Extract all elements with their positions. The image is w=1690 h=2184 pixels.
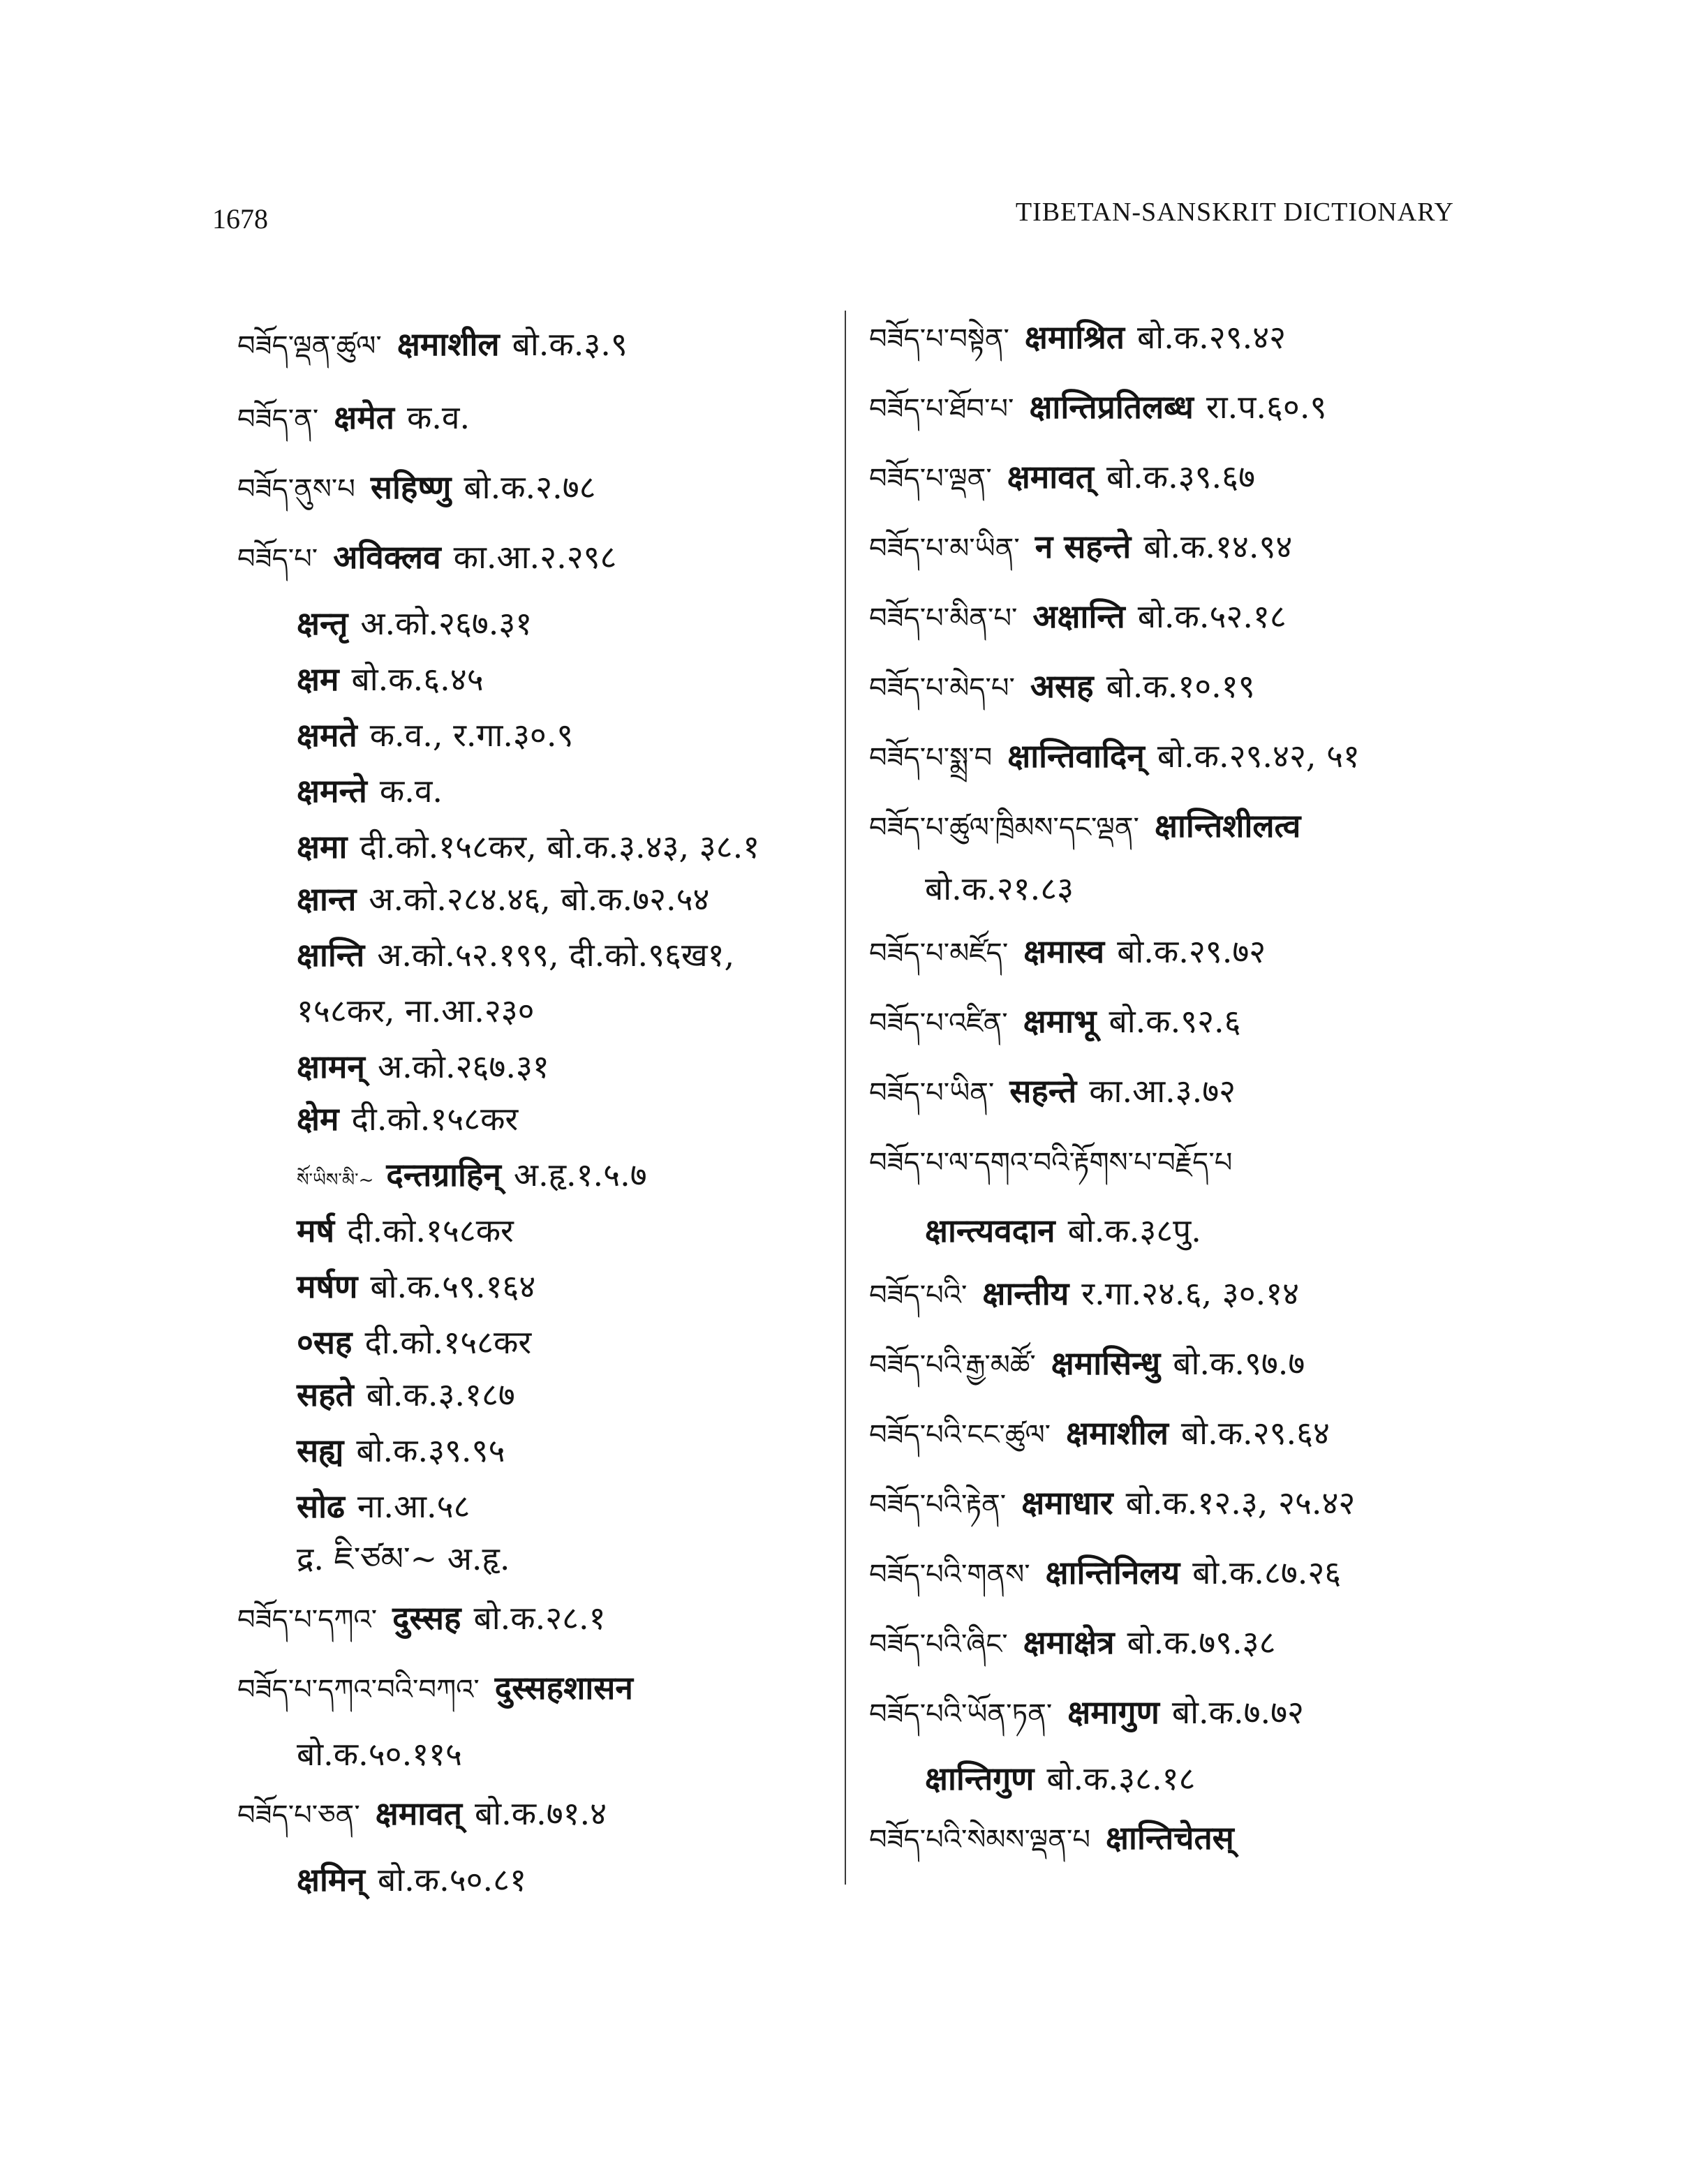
sanskrit-term: सह्य xyxy=(297,1432,344,1469)
sanskrit-term: असह xyxy=(1030,667,1094,705)
sanskrit-term: क्षान्तिशीलत्व xyxy=(1154,807,1301,845)
tibetan-headword: བཟོད་པ་ཡིན་ xyxy=(869,1077,995,1109)
reference: बो.क.२९.६४ xyxy=(1180,1414,1330,1452)
sanskrit-term: मर्ष xyxy=(297,1212,335,1249)
sanskrit-term: क्षमासिन्धु xyxy=(1051,1344,1161,1382)
sanskrit-term: दुस्सहशासन xyxy=(494,1669,633,1707)
tibetan-headword: བཟོད་པའི་ xyxy=(869,1279,968,1312)
entry xyxy=(869,388,1327,426)
reference: बो.क.७१.४ xyxy=(474,1795,607,1832)
sanskrit-term: क्षेम xyxy=(297,1100,339,1138)
sanskrit-term: क्षमेत xyxy=(334,399,394,436)
reference: बो.क.१४.९४ xyxy=(1143,528,1293,565)
tibetan-headword: བཟོད་ལྡན་ཚུལ་ xyxy=(237,330,382,362)
tibetan-headword: བཟོད་པའི་རྟེན་ xyxy=(869,1489,1007,1521)
reference: रा.प.६०.९ xyxy=(1206,388,1327,426)
tibetan-headword: བཟོད་པ་ཅན་ xyxy=(237,1799,360,1832)
entry xyxy=(237,468,596,506)
entry xyxy=(237,399,470,436)
entry xyxy=(297,1861,526,1899)
entry xyxy=(869,1554,1342,1591)
sanskrit-term: क्षमाशील xyxy=(1066,1414,1169,1452)
tibetan-headword: བཟོད་པ་མིན་པ་ xyxy=(869,602,1018,634)
tibetan-headword: བཟོད་པ་ཚུལ་ཁྲིམས་དང་ལྡན་ xyxy=(869,812,1139,844)
cross-reference xyxy=(297,1540,510,1577)
reference: बो.क.३.९ xyxy=(512,325,628,363)
tibetan-headword: བཟོད་པའི་གནས་ xyxy=(869,1559,1030,1591)
entry xyxy=(869,1072,1236,1110)
entry xyxy=(869,1414,1330,1452)
reference: दी.को.१५८कर, बो.क.३.४३, ३८.१ xyxy=(360,828,760,866)
column-divider xyxy=(845,311,846,1885)
tibetan-headword: བཟོད་པ་ xyxy=(237,543,318,575)
reference: बो.क.६.४५ xyxy=(351,660,484,698)
reference: दी.को.१५८कर xyxy=(347,1212,514,1249)
sanskrit-term: क्षम xyxy=(297,660,339,698)
tibetan-headword: བཟོད་པ་བསྟེན་ xyxy=(869,323,1009,355)
entry xyxy=(869,1693,1304,1731)
tibetan-phrase: སོ་ཡིས་མི་~ xyxy=(297,1170,374,1191)
sanskrit-term: क्षमाक्षेत्र xyxy=(1023,1624,1115,1661)
reference: बो.क.१२.३, २५.४२ xyxy=(1125,1484,1356,1522)
sanskrit-term: सहते xyxy=(297,1376,354,1413)
reference: बो.क.३९.९५ xyxy=(356,1432,505,1469)
entry xyxy=(237,1795,607,1832)
sanskrit-term: क्षान्तिप्रतिलब्ध xyxy=(1029,388,1194,426)
reference: बो.क.९७.७ xyxy=(1173,1344,1305,1382)
sanskrit-term: क्षमन्ते xyxy=(297,772,367,810)
reference: बो.क.२.७८ xyxy=(464,468,596,506)
reference: बो.क.३८.१८ xyxy=(1046,1760,1196,1797)
reference: बो.क.२९.७२ xyxy=(1117,933,1266,970)
reference: क.व. xyxy=(406,399,470,436)
entry xyxy=(297,660,484,698)
sanskrit-term: क्षमा xyxy=(297,828,348,866)
sanskrit-term: क्षान्तीय xyxy=(982,1275,1069,1312)
entry xyxy=(297,772,443,810)
entry xyxy=(237,1669,646,1707)
entry xyxy=(869,737,1360,775)
reference: बो.क.२१.८३ xyxy=(925,870,1074,907)
tibetan-headword: བཟོད་ནུས་པ xyxy=(237,473,355,505)
reference: र.गा.२४.६, ३०.१४ xyxy=(1081,1275,1300,1312)
reference: का.आ.२.२९८ xyxy=(453,538,617,576)
sanskrit-term: क्षामन् xyxy=(297,1048,365,1085)
entry xyxy=(297,936,735,974)
reference: बो.क.७.७२ xyxy=(1171,1693,1304,1731)
running-head: TIBETAN-SANSKRIT DICTIONARY xyxy=(1015,198,1454,227)
tibetan-headword: བཟོད་པ་ལ་དགའ་བའི་རྟོགས་པ་བརྗོད་པ xyxy=(869,1147,1233,1179)
reference: अ.को.२८४.४६, बो.क.७२.५४ xyxy=(369,880,710,918)
reference: अ.को.५२.१९९, दी.को.९६ख१, xyxy=(377,936,735,974)
reference: बो.क.३८पु. xyxy=(1067,1212,1201,1249)
sanskrit-term: सहन्ते xyxy=(1009,1072,1077,1110)
entry-continuation xyxy=(297,992,535,1030)
sanskrit-term: क्षमाधार xyxy=(1021,1484,1113,1522)
entry-continuation xyxy=(925,1214,1201,1247)
tibetan-headword: བཟོད་པ་དཀའ་ xyxy=(237,1604,378,1636)
reference: दी.को.१५८कर xyxy=(364,1323,532,1361)
entry xyxy=(869,933,1266,970)
sanskrit-term: क्षान्तिवादिन् xyxy=(1007,737,1145,775)
entry xyxy=(297,1214,514,1247)
entry xyxy=(297,1268,536,1305)
entry xyxy=(869,1002,1241,1040)
reference: अ.को.२६७.३१ xyxy=(377,1048,549,1085)
sanskrit-term: ०सह xyxy=(297,1323,353,1361)
reference: बो.क.२९.४२, ५१ xyxy=(1157,737,1360,775)
entry xyxy=(869,1624,1276,1661)
reference: क.व. xyxy=(379,772,443,810)
entry xyxy=(297,1432,505,1469)
reference: द्र. ཇི་ཙམ་~ अ.हृ. xyxy=(297,1540,510,1577)
entry-continuation xyxy=(925,872,1074,905)
reference: क.व., र.गा.३०.९ xyxy=(369,716,574,754)
sanskrit-term: अक्षान्ति xyxy=(1032,597,1125,635)
tibetan-headword: བཟོད་པའི་སེམས་ལྡན་པ xyxy=(869,1824,1091,1856)
reference: बो.क.३९.६७ xyxy=(1106,458,1255,496)
entry xyxy=(925,1762,1195,1795)
tibetan-headword: བཟོད་པའི་ངང་ཚུལ་ xyxy=(869,1419,1051,1451)
entry xyxy=(237,325,628,363)
entry xyxy=(869,1275,1300,1312)
tibetan-headword: བཟོད་ན་ xyxy=(237,403,319,436)
sanskrit-term: क्षान्ति xyxy=(297,936,365,974)
entry xyxy=(297,604,533,642)
reference: बो.क.५०.११५ xyxy=(297,1735,462,1773)
sanskrit-term: क्षमिन् xyxy=(297,1861,365,1899)
sanskrit-term: क्षान्तिचेतस् xyxy=(1106,1819,1234,1857)
sanskrit-term: क्षान्त्यवदान xyxy=(925,1212,1055,1249)
tibetan-headword: བཟོད་པའི་ཞིང་ xyxy=(869,1628,1008,1661)
reference: बो.क.२९.४२ xyxy=(1137,318,1287,356)
reference: १५८कर, ना.आ.२३० xyxy=(297,992,535,1030)
sanskrit-term: मर्षण xyxy=(297,1268,358,1305)
entry xyxy=(869,318,1287,356)
sanskrit-term: दुस्सह xyxy=(392,1599,461,1637)
entry xyxy=(297,716,574,754)
reference: बो.क.५२.१८ xyxy=(1137,597,1287,635)
sanskrit-term: क्षमागुण xyxy=(1067,1693,1159,1731)
sanskrit-term: दन्तग्राहिन् xyxy=(386,1156,501,1194)
entry xyxy=(869,458,1255,496)
reference: बो.क.५०.८१ xyxy=(377,1861,526,1899)
sanskrit-term: सहिष्णु xyxy=(370,468,452,506)
sanskrit-term: क्षमावत् xyxy=(375,1795,462,1832)
sanskrit-term: क्षमाश्रित xyxy=(1024,318,1125,356)
entry xyxy=(297,1050,549,1083)
entry xyxy=(237,1599,606,1637)
page-number: 1678 xyxy=(212,203,268,235)
sanskrit-term: सोढ xyxy=(297,1487,345,1525)
entry xyxy=(869,807,1313,845)
sanskrit-term: क्षान्तिगुण xyxy=(925,1760,1035,1797)
tibetan-headword: བཟོད་པའི་ཡོན་ཏན་ xyxy=(869,1698,1053,1730)
sanskrit-term: क्षमते xyxy=(297,716,357,754)
tibetan-headword: བཟོད་པ་ལྡན་ xyxy=(869,463,992,495)
reference: दी.को.१५८कर xyxy=(351,1100,519,1138)
entry xyxy=(869,1344,1305,1382)
tibetan-headword: བཟོད་པ་སྨྲ་བ xyxy=(869,742,993,774)
entry xyxy=(869,530,1292,563)
entry xyxy=(297,1487,470,1525)
entry xyxy=(297,1323,532,1361)
entry-continuation xyxy=(297,1735,462,1773)
tibetan-headword: བཟོད་པ་འཛིན་ xyxy=(869,1007,1008,1039)
sanskrit-term: क्षमास्व xyxy=(1023,933,1105,970)
entry xyxy=(297,828,760,866)
entry xyxy=(297,1156,647,1194)
entry xyxy=(237,538,617,576)
reference: बो.क.२८.१ xyxy=(473,1599,606,1637)
reference: अ.को.२६७.३१ xyxy=(360,604,533,642)
sanskrit-term: क्षान्त xyxy=(297,880,357,918)
reference: का.आ.३.७२ xyxy=(1089,1072,1236,1110)
entry xyxy=(869,1484,1356,1522)
reference: बो.क.१०.१९ xyxy=(1106,667,1255,705)
tibetan-headword: བཟོད་པ་མེད་པ་ xyxy=(869,672,1015,704)
reference: बो.क.५९.१६४ xyxy=(370,1268,536,1305)
entry xyxy=(869,1145,1247,1177)
entry xyxy=(869,667,1255,705)
sanskrit-term: क्षमाशील xyxy=(396,325,500,363)
tibetan-headword: བཟོད་པ་ཐོབ་པ་ xyxy=(869,393,1014,425)
reference: बो.क.८७.२६ xyxy=(1192,1554,1342,1591)
reference: बो.क.७९.३८ xyxy=(1127,1624,1276,1661)
tibetan-headword: བཟོད་པ་དཀའ་བའི་བཀའ་ xyxy=(237,1674,480,1706)
tibetan-headword: བཟོད་པ་མ་ཡིན་ xyxy=(869,533,1020,565)
sanskrit-term: न सहन्ते xyxy=(1035,528,1132,565)
reference: बो.क.३.१८७ xyxy=(366,1376,515,1413)
entry xyxy=(869,1819,1247,1857)
reference: ना.आ.५८ xyxy=(357,1487,470,1525)
reference: अ.हृ.१.५.७ xyxy=(513,1156,647,1194)
entry xyxy=(297,880,710,918)
tibetan-headword: བཟོད་པ་མཛོད་ xyxy=(869,937,1009,970)
sanskrit-term: क्षन्तृ xyxy=(297,604,348,642)
entry xyxy=(869,597,1287,635)
entry xyxy=(297,1100,519,1138)
sanskrit-term: क्षमावत् xyxy=(1007,458,1094,496)
sanskrit-term: क्षमाभू xyxy=(1023,1002,1097,1040)
tibetan-headword: བཟོད་པའི་རྒྱ་མཚོ་ xyxy=(869,1349,1036,1381)
entry xyxy=(297,1376,515,1413)
sanskrit-term: क्षान्तिनिलय xyxy=(1045,1554,1180,1591)
sanskrit-term: अविक्लव xyxy=(333,538,441,576)
reference: बो.क.९२.६ xyxy=(1109,1002,1241,1040)
